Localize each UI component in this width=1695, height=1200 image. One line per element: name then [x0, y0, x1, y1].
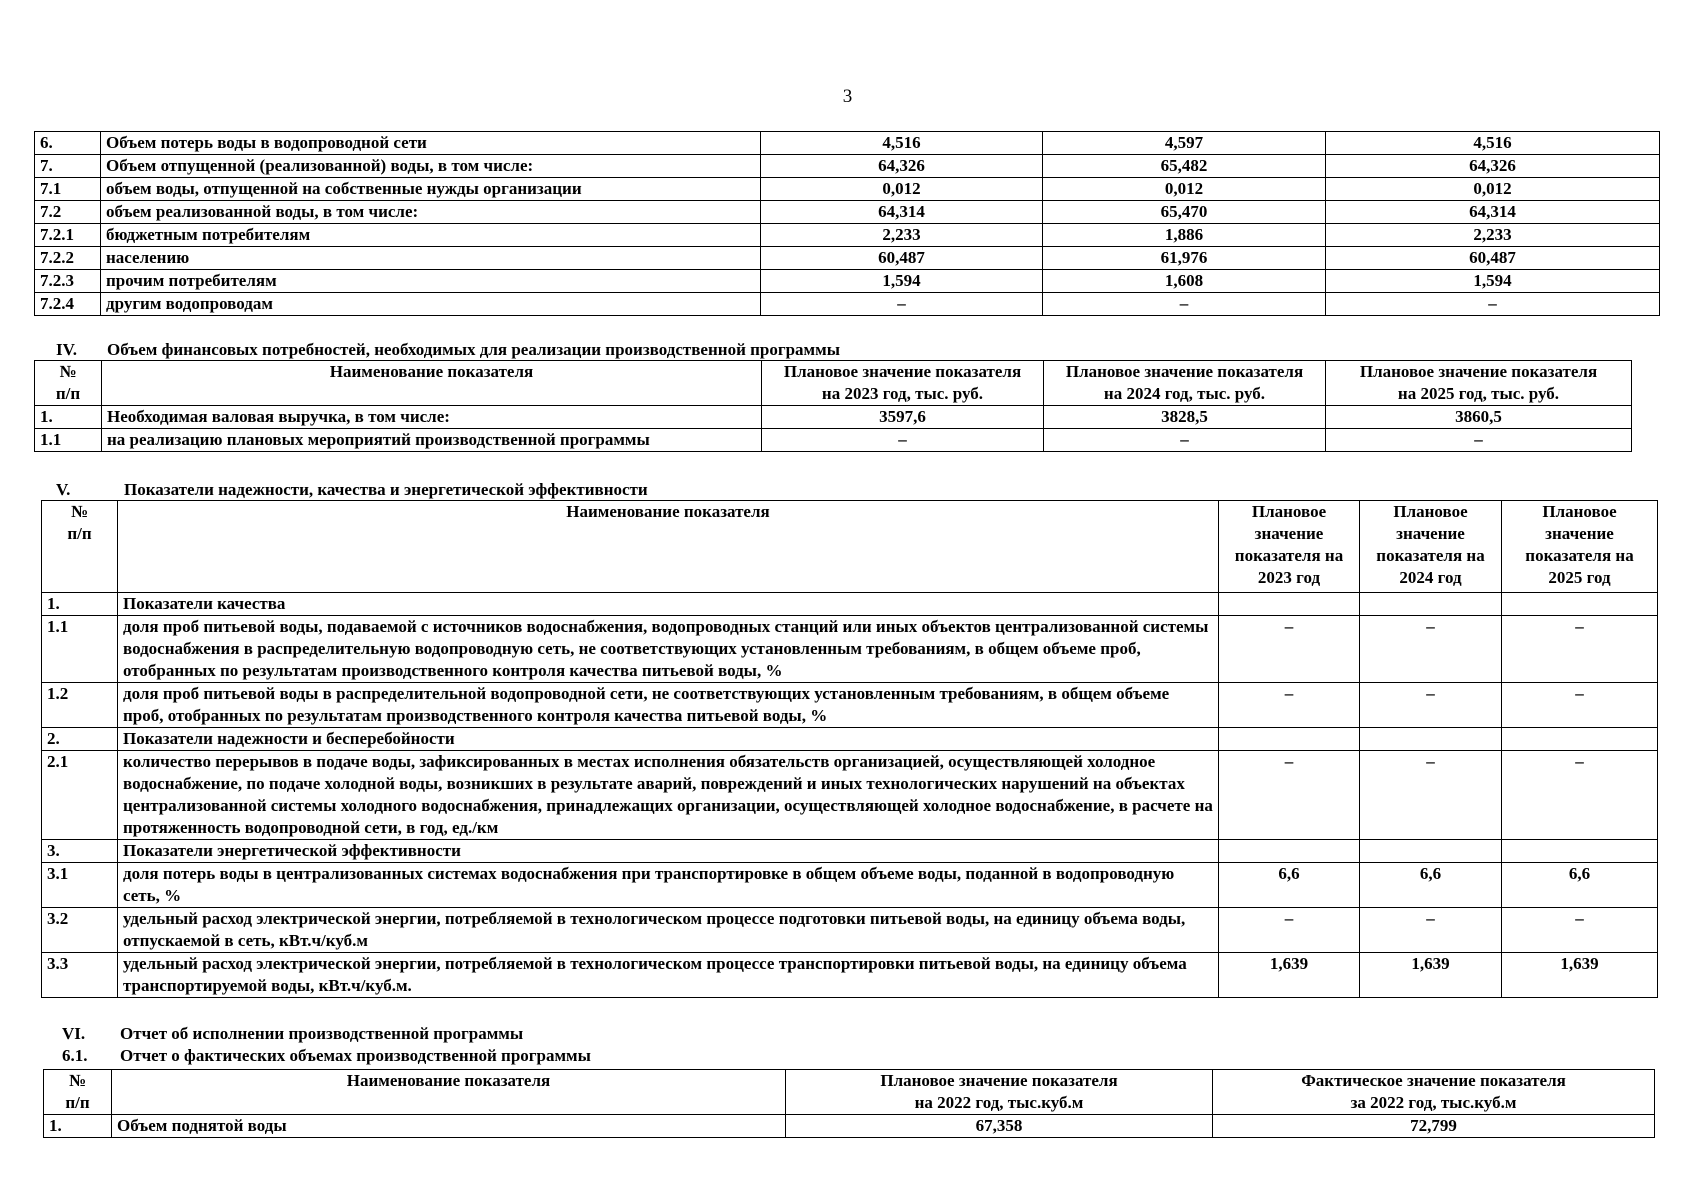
value-2025: – — [1502, 616, 1658, 683]
table-section5 — [41, 500, 1658, 998]
value-2024: 1,639 — [1360, 953, 1502, 998]
value-2025: – — [1502, 683, 1658, 728]
value-2023: 60,487 — [761, 247, 1043, 270]
value-2025: 1,594 — [1326, 270, 1660, 293]
value-2023: 3597,6 — [762, 406, 1044, 429]
indicator-name: доля потерь воды в централизованных системах водоснабжения при транспортировке в общем объеме воды, поданной в водопроводную сеть, % — [118, 863, 1219, 908]
row-number: 6. — [35, 132, 101, 155]
value-2023: – — [1219, 751, 1360, 840]
value-2023 — [1219, 728, 1360, 751]
value-2024: 6,6 — [1360, 863, 1502, 908]
indicator-name: бюджетным потребителям — [101, 224, 761, 247]
table-row — [35, 132, 1660, 155]
row-number: 1. — [42, 593, 118, 616]
row-number: 2.1 — [42, 751, 118, 840]
value-2025: – — [1326, 429, 1632, 452]
value-2024: 61,976 — [1043, 247, 1326, 270]
header-2023: Плановое значение показателя на 2023 год — [1219, 501, 1360, 593]
value-2025: 64,326 — [1326, 155, 1660, 178]
section4-roman: IV. — [56, 340, 77, 359]
value-2023: 6,6 — [1219, 863, 1360, 908]
section4-heading — [56, 340, 840, 360]
row-number: 7. — [35, 155, 101, 178]
table-top — [34, 131, 1660, 316]
row-number: 3. — [42, 840, 118, 863]
table-row — [42, 863, 1658, 908]
row-number: 1. — [35, 406, 102, 429]
row-number: 1. — [44, 1115, 112, 1138]
value-2023: 0,012 — [761, 178, 1043, 201]
value-2023: 64,314 — [761, 201, 1043, 224]
row-number: 7.2 — [35, 201, 101, 224]
header-plan: Плановое значение показателя на 2022 год, тыс.куб.м — [786, 1070, 1213, 1115]
value-2024 — [1360, 728, 1502, 751]
value-2025: – — [1326, 293, 1660, 316]
header-num: № п/п — [35, 361, 102, 406]
row-number: 7.2.3 — [35, 270, 101, 293]
table-row — [42, 728, 1658, 751]
row-number: 3.2 — [42, 908, 118, 953]
row-number: 3.1 — [42, 863, 118, 908]
value-2025 — [1502, 840, 1658, 863]
value-2023: 4,516 — [761, 132, 1043, 155]
value-2023: – — [1219, 908, 1360, 953]
table-row — [35, 155, 1660, 178]
row-number: 7.2.4 — [35, 293, 101, 316]
header-name: Наименование показателя — [102, 361, 762, 406]
indicator-name: объем воды, отпущенной на собственные нужды организации — [101, 178, 761, 201]
indicator-name: количество перерывов в подаче воды, зафиксированных в местах исполнения обязательств организацией, осуществляющей холодное водоснабжение, по подаче холодной воды, возникших в результате аварий, повреждений и иных технологических нарушений на объектах централизованной системы холодного водоснабжения, принадлежащих организации, осуществляющей холодное водоснабжение, в расчете на протяженность водопроводной сети, в год, ед./км — [118, 751, 1219, 840]
value-2025 — [1502, 593, 1658, 616]
value-2025: – — [1502, 751, 1658, 840]
indicator-name: Необходимая валовая выручка, в том числе: — [102, 406, 762, 429]
indicator-name: объем реализованной воды, в том числе: — [101, 201, 761, 224]
table-row — [42, 616, 1658, 683]
value-2025: 4,516 — [1326, 132, 1660, 155]
value-2024: – — [1360, 683, 1502, 728]
section5-heading — [56, 480, 648, 500]
table-row — [42, 683, 1658, 728]
row-number: 1.1 — [42, 616, 118, 683]
table-row — [44, 1115, 1655, 1138]
section4-title: Объем финансовых потребностей, необходимых для реализации производственной программы — [107, 340, 840, 359]
value-2024 — [1360, 840, 1502, 863]
table-section6 — [43, 1069, 1655, 1138]
table-row — [35, 406, 1632, 429]
value-2024: 1,608 — [1043, 270, 1326, 293]
indicator-name: населению — [101, 247, 761, 270]
section6-title: Отчет об исполнении производственной программы — [120, 1024, 524, 1043]
table-row — [42, 751, 1658, 840]
header-name: Наименование показателя — [118, 501, 1219, 593]
value-2024: 3828,5 — [1044, 406, 1326, 429]
value-2023: 1,639 — [1219, 953, 1360, 998]
value-2024: 4,597 — [1043, 132, 1326, 155]
table-row — [42, 593, 1658, 616]
indicator-name: на реализацию плановых мероприятий производственной программы — [102, 429, 762, 452]
indicator-name: доля проб питьевой воды, подаваемой с источников водоснабжения, водопроводных станций или иных объектов централизованной системы водоснабжения в распределительную водопроводную сеть, не соответствующих установленным требованиям, в общем объеме проб, отобранных по результатам производственного контроля качества питьевой воды, % — [118, 616, 1219, 683]
value-2025: 3860,5 — [1326, 406, 1632, 429]
value-2023: – — [1219, 683, 1360, 728]
value-2025: 1,639 — [1502, 953, 1658, 998]
value-2025 — [1502, 728, 1658, 751]
section5-title: Показатели надежности, качества и энергетической эффективности — [124, 480, 648, 499]
value-2025: 0,012 — [1326, 178, 1660, 201]
header-name: Наименование показателя — [112, 1070, 786, 1115]
value-fact-2022: 72,799 — [1213, 1115, 1655, 1138]
page-number: 3 — [842, 86, 853, 107]
indicator-name: Объем потерь воды в водопроводной сети — [101, 132, 761, 155]
table-row — [42, 908, 1658, 953]
value-2023 — [1219, 840, 1360, 863]
indicator-name: доля проб питьевой воды в распределительной водопроводной сети, не соответствующих установленным требованиям, в общем объеме проб, отобранных по результатам производственного контроля качества питьевой воды, % — [118, 683, 1219, 728]
table-row — [35, 247, 1660, 270]
header-2024: Плановое значение показателя на 2024 год, тыс. руб. — [1044, 361, 1326, 406]
value-2024: 0,012 — [1043, 178, 1326, 201]
section6-subnum: 6.1. — [62, 1046, 88, 1065]
table-row — [35, 429, 1632, 452]
value-2025: 64,314 — [1326, 201, 1660, 224]
table-section4 — [34, 360, 1632, 452]
indicator-name: Показатели надежности и бесперебойности — [118, 728, 1219, 751]
indicator-name: удельный расход электрической энергии, потребляемой в технологическом процессе подготовки питьевой воды, на единицу объема воды, отпускаемой в сеть, кВт.ч/куб.м — [118, 908, 1219, 953]
row-number: 7.2.1 — [35, 224, 101, 247]
header-fact: Фактическое значение показателя за 2022 год, тыс.куб.м — [1213, 1070, 1655, 1115]
table-row — [42, 953, 1658, 998]
section6-subtitle: Отчет о фактических объемах производственной программы — [120, 1046, 591, 1065]
value-2023 — [1219, 593, 1360, 616]
value-2023: 64,326 — [761, 155, 1043, 178]
value-2023: 1,594 — [761, 270, 1043, 293]
row-number: 7.2.2 — [35, 247, 101, 270]
value-2024: 65,470 — [1043, 201, 1326, 224]
value-2025: 2,233 — [1326, 224, 1660, 247]
table-row — [42, 840, 1658, 863]
row-number: 2. — [42, 728, 118, 751]
table-row — [35, 293, 1660, 316]
indicator-name: Объем отпущенной (реализованной) воды, в том числе: — [101, 155, 761, 178]
indicator-name: прочим потребителям — [101, 270, 761, 293]
value-2025: 6,6 — [1502, 863, 1658, 908]
indicator-name: Показатели качества — [118, 593, 1219, 616]
indicator-name: Объем поднятой воды — [112, 1115, 786, 1138]
row-number: 1.2 — [42, 683, 118, 728]
value-2024: – — [1360, 908, 1502, 953]
value-2025: 60,487 — [1326, 247, 1660, 270]
value-2024: – — [1360, 751, 1502, 840]
header-2024: Плановое значение показателя на 2024 год — [1360, 501, 1502, 593]
value-2023: – — [762, 429, 1044, 452]
value-2024 — [1360, 593, 1502, 616]
value-plan-2022: 67,358 — [786, 1115, 1213, 1138]
value-2024: – — [1043, 293, 1326, 316]
section5-roman: V. — [56, 480, 71, 499]
value-2023: – — [761, 293, 1043, 316]
value-2024: 1,886 — [1043, 224, 1326, 247]
header-num: № п/п — [44, 1070, 112, 1115]
header-2025: Плановое значение показателя на 2025 год — [1502, 501, 1658, 593]
table-row — [35, 178, 1660, 201]
header-2025: Плановое значение показателя на 2025 год, тыс. руб. — [1326, 361, 1632, 406]
section6-heading — [62, 1024, 523, 1044]
indicator-name: удельный расход электрической энергии, потребляемой в технологическом процессе транспортировки питьевой воды, на единицу объема транспортируемой воды, кВт.ч/куб.м. — [118, 953, 1219, 998]
indicator-name: другим водопроводам — [101, 293, 761, 316]
section6-roman: VI. — [62, 1024, 86, 1043]
header-2023: Плановое значение показателя на 2023 год, тыс. руб. — [762, 361, 1044, 406]
value-2024: 65,482 — [1043, 155, 1326, 178]
value-2023: 2,233 — [761, 224, 1043, 247]
table-row — [35, 224, 1660, 247]
table-row — [35, 201, 1660, 224]
row-number: 7.1 — [35, 178, 101, 201]
value-2025: – — [1502, 908, 1658, 953]
row-number: 3.3 — [42, 953, 118, 998]
row-number: 1.1 — [35, 429, 102, 452]
value-2024: – — [1360, 616, 1502, 683]
value-2024: – — [1044, 429, 1326, 452]
table-row — [35, 270, 1660, 293]
indicator-name: Показатели энергетической эффективности — [118, 840, 1219, 863]
header-num: № п/п — [42, 501, 118, 593]
section6-subheading — [62, 1046, 591, 1066]
value-2023: – — [1219, 616, 1360, 683]
